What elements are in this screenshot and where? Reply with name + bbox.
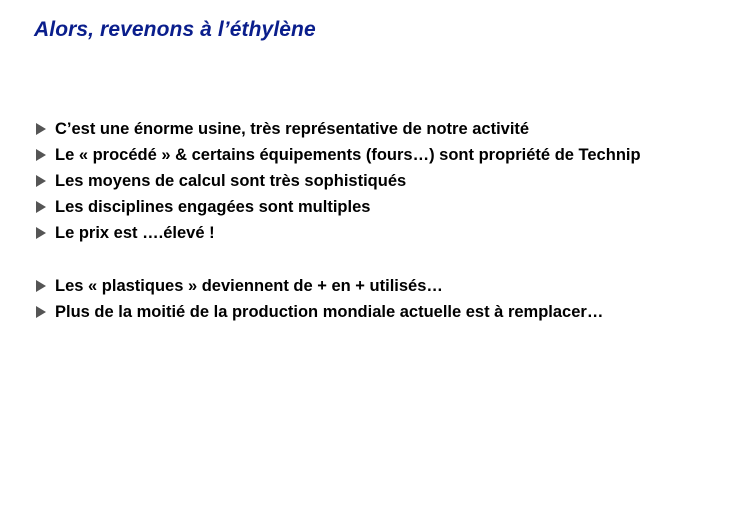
triangle-right-icon (36, 175, 46, 187)
bullet-text: Le « procédé » & certains équipements (fours…) sont propriété de Technip (55, 145, 641, 164)
triangle-right-icon (36, 306, 46, 318)
bullet-text: Le prix est ….élevé ! (55, 223, 215, 242)
triangle-right-icon (36, 201, 46, 213)
bullet-item (36, 116, 641, 142)
bullet-text: Plus de la moitié de la production mondiale actuelle est à remplacer… (55, 302, 604, 321)
bullet-text: Les « plastiques » deviennent de + en + utilisés… (55, 276, 443, 295)
bullet-item (36, 142, 641, 168)
bullet-list (36, 116, 641, 325)
triangle-right-icon (36, 149, 46, 161)
bullet-item (36, 273, 641, 299)
bullet-item (36, 299, 641, 325)
bullet-text: Les moyens de calcul sont très sophistiqués (55, 171, 407, 190)
bullet-text: Les disciplines engagées sont multiples (55, 197, 371, 216)
bullet-text: C’est une énorme usine, très représentative de notre activité (55, 119, 530, 138)
triangle-right-icon (36, 280, 46, 292)
slide-title: Alors, revenons à l’éthylène (34, 18, 316, 41)
bullet-item (36, 168, 641, 194)
bullet-item (36, 194, 641, 220)
bullet-item (36, 220, 641, 246)
triangle-right-icon (36, 227, 46, 239)
triangle-right-icon (36, 123, 46, 135)
